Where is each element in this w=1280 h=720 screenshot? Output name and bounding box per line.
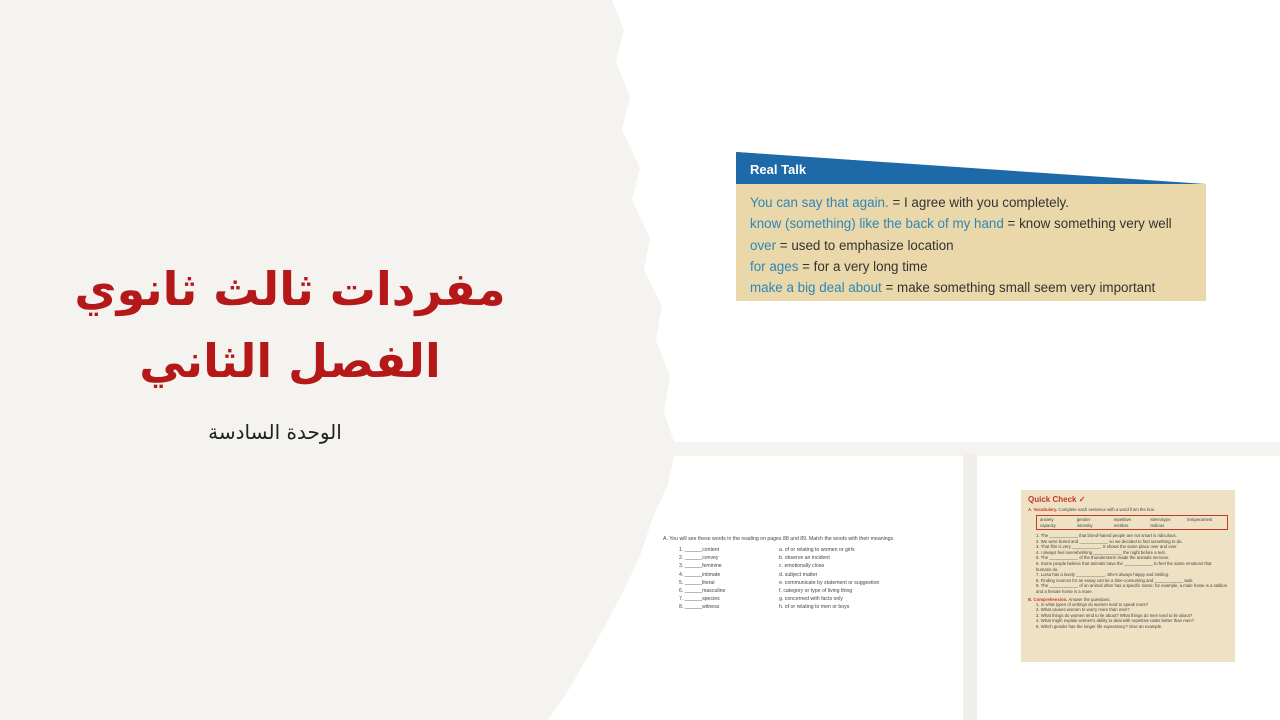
vocab-item: 5. The ____________ of the thunderstorm made the animals nervous. (1036, 555, 1170, 561)
vocab-item: 3. That film is very ____________. It shows the same place over and over. (1036, 544, 1178, 550)
match-meaning: b. observe an incident (779, 555, 830, 562)
match-meaning: f. category or type of living thing (779, 588, 853, 595)
box-word: repetitive (1113, 517, 1132, 522)
vocab-item: 7. Luisa has a lovely ____________. She's always happy and smiling. (1036, 572, 1170, 578)
real-talk-line (750, 192, 1192, 213)
matching-row (663, 571, 953, 579)
vocabulary-instruction (1028, 507, 1228, 512)
match-word: 4. ______intimate (679, 571, 721, 578)
match-word: 7. ______species (679, 596, 720, 603)
main-title-line1: مفردات ثالث ثانوي (74, 262, 506, 316)
idiom-meaning: = for a very long time (798, 258, 928, 274)
matching-row (663, 546, 953, 554)
vocab-item: 6. Some people believe that animals have the ____________ to feel the same emotions that humans do. (1036, 560, 1212, 572)
matching-exercise (663, 536, 953, 612)
box-word: restless (1113, 523, 1129, 528)
idiom-phrase: for ages (750, 258, 799, 274)
comprehension-item: 4. What might explain women's ability to deal with repetitive tasks better than men? (1036, 618, 1194, 624)
idiom-meaning: = I agree with you completely. (888, 195, 1069, 210)
vocab-item: 1. The ____________ that blond-haired people are not smart is ridiculous. (1036, 533, 1177, 538)
match-meaning: c. emotionally close (779, 563, 825, 570)
match-word: 1. ______content (679, 547, 720, 554)
comprehension-item: 2. What causes women to worry more than men? (1036, 607, 1130, 613)
real-talk-header: Real Talk (750, 162, 807, 177)
panel-separator-vertical (963, 454, 977, 720)
comprehension-item: 3. What things do women tend to lie about? What things do men tend to lie about? (1036, 612, 1193, 618)
match-word: 8. ______witness (679, 604, 720, 611)
section-b-label: B. Comprehension. (1028, 596, 1068, 602)
matching-instruction: A. You will see these words in the reading on pages 88 and 89. Match the words with their meanings. (663, 536, 895, 542)
box-word: anxiety (1040, 517, 1054, 522)
vocab-item: 2. We were bored and ____________ so we decided to find something to do. (1036, 538, 1183, 544)
match-meaning: a. of or relating to women or girls (779, 547, 855, 554)
match-word: 5. ______literal (679, 579, 715, 586)
real-talk-header-banner (736, 152, 1206, 184)
idiom-meaning: = make something small seem very important (881, 280, 1156, 296)
real-talk-line (750, 256, 1192, 277)
vocab-item: 9. The ____________ of an animal often has a specific name; for example, a male horse is a stallion and a female horse is a mare. (1036, 583, 1228, 594)
match-word: 3. ______feminine (679, 563, 722, 570)
vocab-item: 4. I always feel overwhelming ____________ the night before a test. (1036, 549, 1166, 555)
match-meaning: g. concerned with facts only (779, 596, 844, 603)
matching-row (663, 603, 953, 611)
box-word: stereotype (1150, 517, 1171, 522)
box-word: intensity (1076, 523, 1093, 528)
match-word: 2. ______convey (679, 555, 719, 562)
idiom-meaning: = know something very well (1003, 216, 1172, 232)
idiom-phrase: make a big deal about (750, 280, 882, 296)
real-talk-body (736, 184, 1206, 301)
comprehension-item: 1. In what types of settings do women tend to speak more? (1036, 601, 1149, 607)
box-word: temperament (1187, 517, 1213, 522)
box-word: gender (1076, 517, 1091, 522)
comprehension-item: 5. Which gender has the longer life expectancy? Give an example. (1036, 623, 1163, 629)
matching-row (663, 554, 953, 562)
panel-separator-horizontal (560, 442, 1280, 456)
real-talk-line (750, 277, 1192, 298)
matching-row (663, 595, 953, 603)
word-box (1036, 515, 1228, 530)
section-a-label: A. Vocabulary. (1028, 507, 1058, 512)
real-talk-card (736, 152, 1206, 301)
match-meaning: e. communicate by statement or suggestion (779, 579, 880, 586)
match-meaning: h. of or relating to men or boys (779, 604, 850, 611)
idiom-phrase: know (something) like the back of my hand (750, 216, 1004, 232)
match-word: 6. ______masculine (679, 588, 726, 595)
box-word: capacity (1040, 523, 1056, 528)
main-title-line2: الفصل الثاني (139, 334, 441, 388)
vocab-item: 8. Finding sources for an essay can be a time-consuming and ____________ task. (1036, 577, 1194, 583)
section-b-text: Answer the questions. (1067, 596, 1111, 602)
box-word: tedious (1150, 523, 1165, 528)
unit-subtitle: الوحدة السادسة (208, 420, 342, 444)
section-a-text: Complete each sentence with a word from the box. (1057, 507, 1156, 512)
real-talk-line (750, 213, 1192, 234)
matching-row (663, 562, 953, 570)
match-meaning: d. subject matter (779, 571, 818, 578)
idiom-meaning: = used to emphasize location (776, 237, 954, 253)
idiom-phrase: over (750, 237, 777, 253)
idiom-phrase: You can say that again. (750, 195, 889, 210)
matching-row (663, 587, 953, 595)
quick-check-title: Quick Check ✓ (1028, 495, 1086, 504)
real-talk-line (750, 235, 1192, 256)
matching-row (663, 579, 953, 587)
quick-check-card (1021, 490, 1235, 662)
